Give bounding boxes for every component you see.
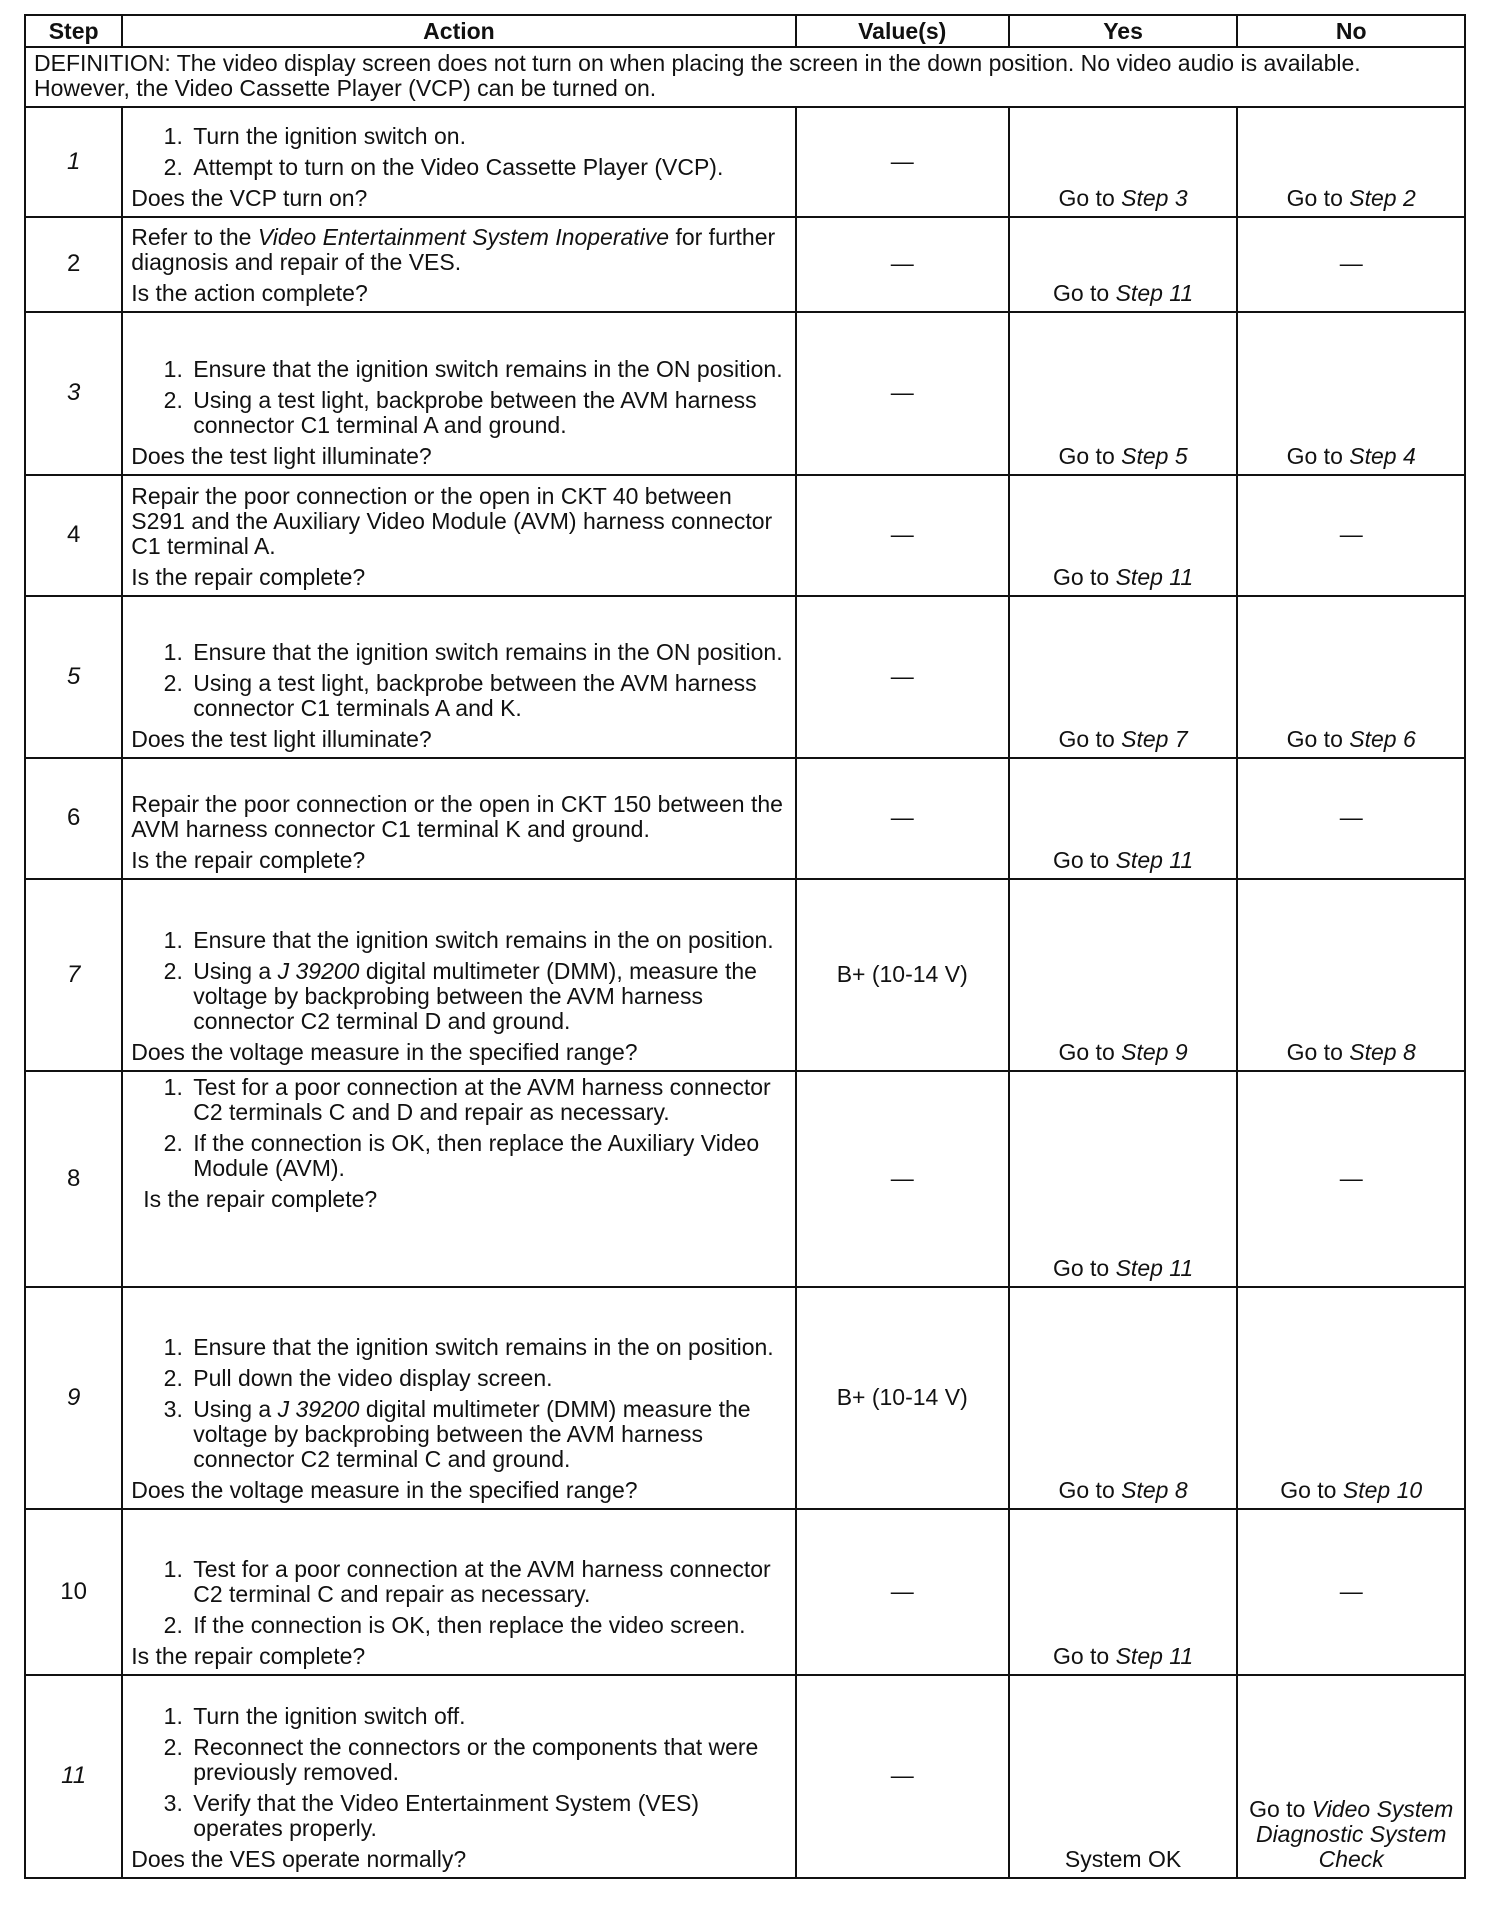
value-cell: — xyxy=(796,1509,1009,1675)
action-cell xyxy=(122,312,795,475)
diagnostic-page xyxy=(24,14,1466,1879)
value-cell: — xyxy=(796,107,1009,217)
action-list xyxy=(131,640,786,721)
action-item: 1. Ensure that the ignition switch remains in the ON position. xyxy=(189,357,786,382)
step-reference: Step 10 xyxy=(1342,1477,1423,1503)
action-question: Does the VCP turn on? xyxy=(131,185,368,211)
goto-prefix: Go to xyxy=(1286,1039,1350,1065)
table-row xyxy=(25,217,1465,312)
goto-prefix: Go to xyxy=(1286,726,1350,752)
action-cell xyxy=(122,1287,795,1509)
goto-prefix: Go to xyxy=(1052,1643,1116,1669)
yes-cell xyxy=(1009,107,1238,217)
no-cell: — xyxy=(1237,758,1465,879)
table-row xyxy=(25,1675,1465,1878)
action-item: 3. Verify that the Video Entertainment System (VES) operates properly. xyxy=(189,1791,786,1841)
step-reference: Step 9 xyxy=(1121,1039,1188,1065)
no-cell: — xyxy=(1237,1509,1465,1675)
action-item: 1. Turn the ignition switch on. xyxy=(189,124,786,149)
value-cell: — xyxy=(796,312,1009,475)
step-reference: Step 4 xyxy=(1349,443,1416,469)
yes-cell xyxy=(1009,879,1238,1071)
step-reference: Step 7 xyxy=(1121,726,1188,752)
action-item: 1. Ensure that the ignition switch remains in the ON position. xyxy=(189,640,786,665)
step-number: 8 xyxy=(25,1071,122,1287)
no-cell: — xyxy=(1237,217,1465,312)
action-item: 2. If the connection is OK, then replace the Auxiliary Video Module (AVM). xyxy=(189,1131,786,1181)
goto-prefix: Go to xyxy=(1052,847,1116,873)
step-reference: Step 8 xyxy=(1349,1039,1416,1065)
instruction-text: digital multimeter (DMM) measure the voltage by backprobing between the AVM harness connector C2 terminal C and ground. xyxy=(193,1396,751,1472)
step-reference: Step 5 xyxy=(1121,443,1188,469)
action-list xyxy=(131,1557,786,1638)
step-number: 9 xyxy=(25,1287,122,1509)
action-cell xyxy=(122,217,795,312)
action-question: Is the repair complete? xyxy=(143,1186,378,1212)
action-question: Is the action complete? xyxy=(131,280,368,306)
goto-prefix: Go to xyxy=(1052,280,1116,306)
table-row xyxy=(25,475,1465,596)
step-number: 6 xyxy=(25,758,122,879)
step-number: 1 xyxy=(25,107,122,217)
procedure-reference: Video System Diagnostic System Check xyxy=(1255,1796,1454,1872)
action-item xyxy=(189,1397,786,1472)
goto-prefix: Go to xyxy=(1058,185,1122,211)
header-values: Value(s) xyxy=(796,15,1009,47)
action-item: 2. Using a test light, backprobe between the AVM harness connector C1 terminal A and ground. xyxy=(189,388,786,438)
instruction-text: Refer to the xyxy=(131,224,258,250)
action-instruction xyxy=(131,225,786,275)
no-cell: — xyxy=(1237,1071,1465,1287)
step-reference: Step 11 xyxy=(1115,1643,1194,1669)
header-row xyxy=(25,15,1465,47)
no-cell xyxy=(1237,1675,1465,1878)
step-reference: Step 11 xyxy=(1115,280,1194,306)
no-cell: — xyxy=(1237,475,1465,596)
action-item: 2. If the connection is OK, then replace the video screen. xyxy=(189,1613,786,1638)
goto-prefix: Go to xyxy=(1058,443,1122,469)
yes-cell xyxy=(1009,475,1238,596)
yes-cell xyxy=(1009,1071,1238,1287)
step-reference: Step 11 xyxy=(1115,1255,1194,1281)
action-question: Is the repair complete? xyxy=(131,1643,366,1669)
action-list xyxy=(131,1075,786,1181)
action-item: 1. Turn the ignition switch off. xyxy=(189,1704,786,1729)
value-cell: B+ (10-14 V) xyxy=(796,879,1009,1071)
action-list xyxy=(131,928,786,1034)
value-cell: — xyxy=(796,475,1009,596)
action-item: 2. Attempt to turn on the Video Cassette Player (VCP). xyxy=(189,155,786,180)
no-cell xyxy=(1237,312,1465,475)
action-item: 1. Ensure that the ignition switch remains in the on position. xyxy=(189,1335,786,1360)
table-row xyxy=(25,1509,1465,1675)
action-question: Does the test light illuminate? xyxy=(131,726,432,752)
step-number: 10 xyxy=(25,1509,122,1675)
table-row xyxy=(25,879,1465,1071)
definition-row xyxy=(25,47,1465,107)
action-cell xyxy=(122,596,795,758)
tool-reference: J 39200 xyxy=(277,1396,360,1422)
action-instruction: Repair the poor connection or the open in CKT 150 between the AVM harness connector C1 terminal K and ground. xyxy=(131,791,783,842)
goto-prefix: Go to xyxy=(1058,1477,1122,1503)
table-row xyxy=(25,596,1465,758)
step-number: 5 xyxy=(25,596,122,758)
step-number: 2 xyxy=(25,217,122,312)
table-row xyxy=(25,107,1465,217)
action-list xyxy=(131,357,786,438)
action-item: 1. Test for a poor connection at the AVM harness connector C2 terminals C and D and repair as necessary. xyxy=(189,1075,786,1125)
header-yes: Yes xyxy=(1009,15,1238,47)
instruction-text: Using a xyxy=(193,958,278,984)
action-cell xyxy=(122,475,795,596)
goto-prefix: Go to xyxy=(1058,726,1122,752)
value-cell: B+ (10-14 V) xyxy=(796,1287,1009,1509)
yes-cell xyxy=(1009,312,1238,475)
goto-prefix: Go to xyxy=(1058,1039,1122,1065)
goto-prefix: Go to xyxy=(1286,185,1350,211)
action-list xyxy=(131,124,786,180)
yes-cell xyxy=(1009,217,1238,312)
yes-cell xyxy=(1009,1509,1238,1675)
action-item: 2. Pull down the video display screen. xyxy=(189,1366,786,1391)
action-question: Does the voltage measure in the specified range? xyxy=(131,1039,638,1065)
step-reference: Step 11 xyxy=(1115,564,1194,590)
step-number: 3 xyxy=(25,312,122,475)
value-cell: — xyxy=(796,1071,1009,1287)
yes-cell xyxy=(1009,1287,1238,1509)
yes-cell: System OK xyxy=(1009,1675,1238,1878)
step-reference: Step 11 xyxy=(1115,847,1194,873)
goto-prefix: Go to xyxy=(1280,1477,1343,1503)
action-question: Is the repair complete? xyxy=(131,847,366,873)
table-row xyxy=(25,1071,1465,1287)
action-instruction: Repair the poor connection or the open in CKT 40 between S291 and the Auxiliary Video Module (AVM) harness connector C1 terminal A. xyxy=(131,483,773,559)
value-cell: — xyxy=(796,217,1009,312)
goto-prefix: Go to xyxy=(1052,1255,1116,1281)
action-item: 2. Reconnect the connectors or the components that were previously removed. xyxy=(189,1735,786,1785)
diagnostic-table xyxy=(24,14,1466,1879)
yes-cell xyxy=(1009,596,1238,758)
header-step: Step xyxy=(25,15,122,47)
header-no: No xyxy=(1237,15,1465,47)
step-number: 7 xyxy=(25,879,122,1071)
table-row xyxy=(25,312,1465,475)
document-reference: Video Entertainment System Inoperative xyxy=(257,224,670,250)
action-cell xyxy=(122,107,795,217)
action-question: Does the voltage measure in the specified range? xyxy=(131,1477,638,1503)
no-cell xyxy=(1237,107,1465,217)
step-reference: Step 8 xyxy=(1121,1477,1188,1503)
action-cell xyxy=(122,879,795,1071)
table-row xyxy=(25,758,1465,879)
action-item: 1. Ensure that the ignition switch remains in the on position. xyxy=(189,928,786,953)
value-cell: — xyxy=(796,596,1009,758)
action-list xyxy=(131,1335,786,1472)
instruction-text: for further diagnosis and repair of the VES. xyxy=(131,224,776,275)
table-row xyxy=(25,1287,1465,1509)
goto-prefix: Go to xyxy=(1286,443,1350,469)
no-cell xyxy=(1237,879,1465,1071)
action-list xyxy=(131,1704,786,1841)
action-question: Is the repair complete? xyxy=(131,564,366,590)
goto-prefix: Go to xyxy=(1052,564,1116,590)
step-reference: Step 2 xyxy=(1349,185,1416,211)
action-cell xyxy=(122,1509,795,1675)
action-question: Does the test light illuminate? xyxy=(131,443,432,469)
step-reference: Step 6 xyxy=(1349,726,1416,752)
step-number: 4 xyxy=(25,475,122,596)
no-cell xyxy=(1237,1287,1465,1509)
header-action: Action xyxy=(122,15,795,47)
instruction-text: digital multimeter (DMM), measure the voltage by backprobing between the AVM harness connector C2 terminal D and ground. xyxy=(193,958,757,1034)
action-cell xyxy=(122,758,795,879)
action-item xyxy=(189,959,786,1034)
action-item: 2. Using a test light, backprobe between the AVM harness connector C1 terminals A and K. xyxy=(189,671,786,721)
tool-reference: J 39200 xyxy=(277,958,360,984)
action-cell xyxy=(122,1071,795,1287)
step-number: 11 xyxy=(25,1675,122,1878)
yes-cell xyxy=(1009,758,1238,879)
instruction-text: Using a xyxy=(193,1396,278,1422)
value-cell: — xyxy=(796,758,1009,879)
no-cell xyxy=(1237,596,1465,758)
action-cell xyxy=(122,1675,795,1878)
step-reference: Step 3 xyxy=(1121,185,1188,211)
goto-prefix: Go to xyxy=(1249,1796,1312,1822)
definition-text: DEFINITION: The video display screen does not turn on when placing the screen in the down position. No video audio is available. However, the Video Cassette Player (VCP) can be turned on. xyxy=(25,47,1465,107)
action-item: 1. Test for a poor connection at the AVM harness connector C2 terminal C and repair as necessary. xyxy=(189,1557,786,1607)
value-cell: — xyxy=(796,1675,1009,1878)
action-question: Does the VES operate normally? xyxy=(131,1846,467,1872)
